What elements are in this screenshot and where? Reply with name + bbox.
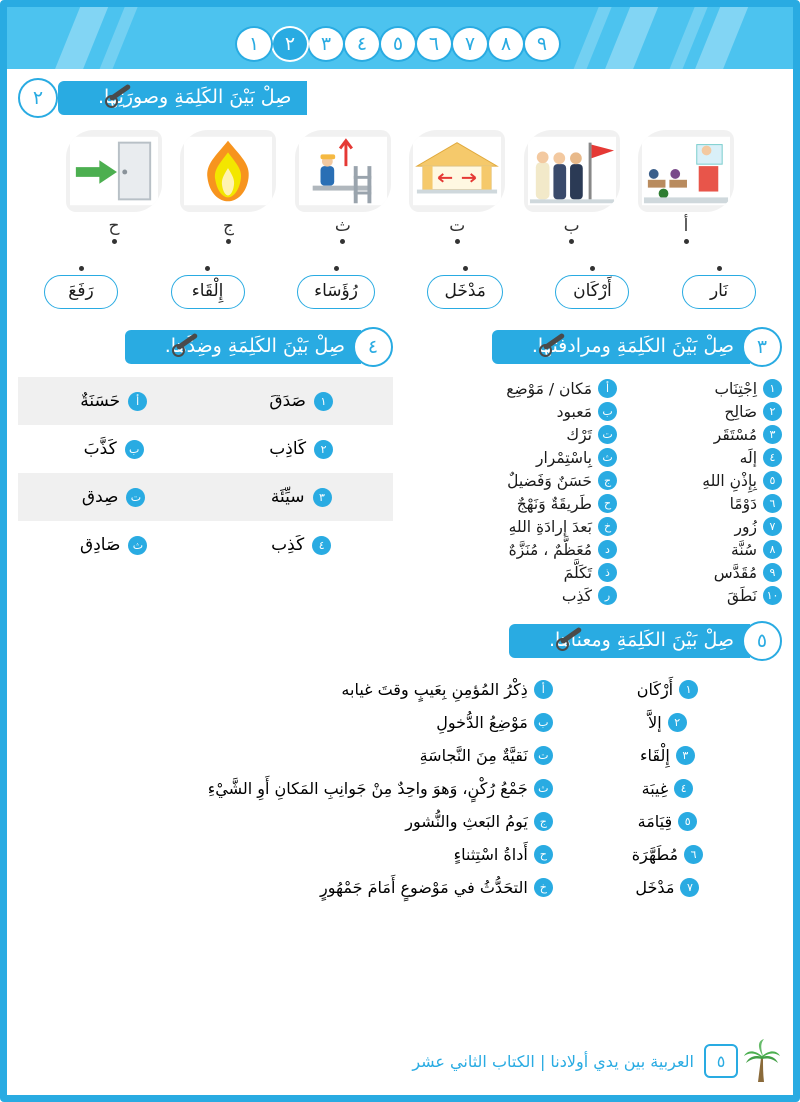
table-cell-opposite[interactable] xyxy=(18,425,209,473)
exercise-2-header xyxy=(18,78,782,118)
people-flag-icon xyxy=(524,130,620,212)
item-number: ١ xyxy=(679,680,698,699)
connector-dot[interactable] xyxy=(569,239,574,244)
item-letter: خ xyxy=(598,517,617,536)
table-cell-word[interactable] xyxy=(209,473,393,521)
meaning-word[interactable] xyxy=(553,878,782,897)
item-letter: ح xyxy=(534,845,553,864)
match-item-right[interactable] xyxy=(617,446,782,469)
item-letter: ح xyxy=(598,494,617,513)
picture-label: أ xyxy=(683,216,689,236)
match-pair-row xyxy=(407,584,782,607)
match-item-left[interactable] xyxy=(407,515,617,538)
item-number: ٧ xyxy=(763,517,782,536)
picture-label: ت xyxy=(449,216,466,236)
item-text: جَمْعُ رُكْنٍ، وَهوَ واحِدٌ مِنْ جَوانِبِ المَكانِ أَوِ الشَّيْءِ xyxy=(207,779,528,798)
exercise-2-number: ٢ xyxy=(18,78,58,118)
match-item-left[interactable] xyxy=(407,423,617,446)
meaning-definition[interactable] xyxy=(18,812,553,831)
item-text: سُنَّة xyxy=(731,540,757,559)
exercise-5-number: ٥ xyxy=(742,621,782,661)
match-item-right[interactable] xyxy=(617,469,782,492)
item-number: ٥ xyxy=(763,471,782,490)
meaning-pair-row xyxy=(18,772,782,805)
picture-card-ح[interactable] xyxy=(62,130,166,244)
item-text: مُطَهَّرَة xyxy=(631,845,679,864)
item-text: التحَدُّثُ في مَوْضوعٍ أَمَامَ جَمْهُورٍ xyxy=(320,878,528,897)
match-pair-row xyxy=(407,561,782,584)
match-item-right[interactable] xyxy=(617,561,782,584)
tent-icon xyxy=(409,130,505,212)
picture-card-ب[interactable] xyxy=(520,130,624,244)
meaning-word[interactable] xyxy=(553,680,782,699)
exercise-2-title-bar xyxy=(58,81,307,115)
item-letter: ب xyxy=(598,402,617,421)
meaning-pair-row xyxy=(18,871,782,904)
item-letter: ت xyxy=(126,488,145,507)
item-text: كَاذِب xyxy=(269,439,307,459)
match-item-left[interactable] xyxy=(407,377,617,400)
item-letter: خ xyxy=(534,878,553,897)
meaning-pair-row xyxy=(18,838,782,871)
pencil-icon xyxy=(496,325,536,365)
connector-dot[interactable] xyxy=(112,239,117,244)
word-oval[interactable]: أَرْكَان xyxy=(555,275,629,309)
item-text: زُور xyxy=(734,517,757,536)
item-text: إِلْقَاء xyxy=(640,746,670,765)
connector-dot[interactable] xyxy=(717,266,722,271)
item-number: ٢ xyxy=(668,713,687,732)
connector-dot[interactable] xyxy=(205,266,210,271)
item-number: ٢ xyxy=(763,402,782,421)
connector-dot[interactable] xyxy=(455,239,460,244)
item-text: حَسَنٌ وَفَضيلٌ xyxy=(507,471,592,490)
item-letter: ث xyxy=(128,536,147,555)
classroom-icon xyxy=(638,130,734,212)
word-oval-wrapper xyxy=(297,266,375,309)
picture-card-أ[interactable] xyxy=(634,130,738,244)
item-text: صَدَقَ xyxy=(269,391,306,411)
exercise-4-number: ٤ xyxy=(353,327,393,367)
item-number: ٣ xyxy=(676,746,695,765)
match-pair-row xyxy=(407,492,782,515)
meaning-pair-row xyxy=(18,706,782,739)
item-text: إلاَّ xyxy=(648,713,662,732)
table-cell-opposite[interactable] xyxy=(18,521,209,569)
meaning-word[interactable] xyxy=(553,845,782,864)
table-row xyxy=(18,377,393,425)
item-text: إلَه xyxy=(739,448,757,467)
item-number: ١٠ xyxy=(763,586,782,605)
footer-page-number: ٥ xyxy=(704,1044,738,1078)
exercise-3-column xyxy=(407,327,782,607)
item-text: بِاسْتِمْرار xyxy=(535,448,592,467)
item-text: كَذَّبَ xyxy=(83,439,117,459)
meaning-pair-row xyxy=(18,673,782,706)
page-number-٧[interactable]: ٧ xyxy=(451,26,489,62)
meaning-pair-row xyxy=(18,739,782,772)
picture-card-ت[interactable] xyxy=(405,130,509,244)
meaning-definition[interactable] xyxy=(18,779,553,798)
item-letter: ج xyxy=(598,471,617,490)
item-text: أَرْكَان xyxy=(636,680,674,699)
item-text: نَطَقَ xyxy=(727,586,757,605)
item-letter: أ xyxy=(534,680,553,699)
exercise-3-number: ٣ xyxy=(742,327,782,367)
match-item-left[interactable] xyxy=(407,446,617,469)
picture-card-ج[interactable] xyxy=(176,130,280,244)
word-oval-wrapper xyxy=(682,266,756,309)
item-text: ذِكْرُ المُؤمِنِ بِعَيبٍ وقتَ غيابه xyxy=(341,680,528,699)
exercise-2-title: صِلْ بَيْنَ الكَلِمَةِ وصورَتِها. xyxy=(98,86,292,108)
item-letter: ب xyxy=(534,713,553,732)
item-number: ٦ xyxy=(763,494,782,513)
match-item-left[interactable] xyxy=(407,561,617,584)
item-number: ٤ xyxy=(674,779,693,798)
match-item-right[interactable] xyxy=(617,400,782,423)
connector-dot[interactable] xyxy=(684,239,689,244)
item-number: ٧ xyxy=(680,878,699,897)
meaning-word[interactable] xyxy=(553,713,782,732)
connector-dot[interactable] xyxy=(226,239,231,244)
item-number: ٢ xyxy=(314,440,333,459)
exercise-4-title-bar xyxy=(125,330,361,364)
word-oval[interactable]: مَدْخَل xyxy=(427,275,502,309)
table-row xyxy=(18,425,393,473)
item-number: ٤ xyxy=(763,448,782,467)
item-letter: ت xyxy=(598,425,617,444)
item-letter: ث xyxy=(598,448,617,467)
item-letter: ذ xyxy=(598,563,617,582)
exercise-4-title: صِلْ بَيْنَ الكَلِمَةِ وضِدَّها. xyxy=(164,335,345,357)
item-text: كَذِب xyxy=(271,535,305,555)
item-text: حَسَنَةٌ xyxy=(80,391,121,411)
item-text: مُعَظَّمٌ ، مُنَزَّهٌ xyxy=(508,540,592,559)
table-cell-opposite[interactable] xyxy=(18,377,209,425)
exercise-5-title: صِلْ بَيْنَ الكَلِمَةِ ومعناها. xyxy=(548,629,734,651)
match-item-right[interactable] xyxy=(617,515,782,538)
item-letter: ث xyxy=(534,779,553,798)
item-text: نَقيَّةٌ مِنَ النَّجاسَةِ xyxy=(419,746,528,765)
item-number: ٣ xyxy=(313,488,332,507)
item-letter: أ xyxy=(598,379,617,398)
item-number: ١ xyxy=(314,392,333,411)
match-pair-row xyxy=(407,423,782,446)
item-letter: ج xyxy=(534,812,553,831)
picture-label: ث xyxy=(334,216,351,236)
item-text: مُسْتَقَر xyxy=(713,425,757,444)
palm-tree-icon xyxy=(742,1038,782,1084)
match-pair-row xyxy=(407,377,782,400)
match-pair-row xyxy=(407,400,782,423)
word-oval[interactable]: رَفَعَ xyxy=(44,275,118,309)
match-item-left[interactable] xyxy=(407,492,617,515)
exercise-5-list xyxy=(18,673,782,904)
exercise-3-title: صِلْ بَيْنَ الكَلِمَةِ ومرادفتها. xyxy=(531,335,734,357)
item-text: صَالِح xyxy=(724,402,757,421)
page-number-٦[interactable]: ٦ xyxy=(415,26,453,62)
exercise-3-match-list xyxy=(407,377,782,607)
item-number: ١ xyxy=(763,379,782,398)
word-oval-wrapper xyxy=(44,266,118,309)
item-number: ٤ xyxy=(312,536,331,555)
exercise-3-title-bar xyxy=(492,330,750,364)
word-oval[interactable]: إِلْقَاء xyxy=(171,275,245,309)
page-number-٣[interactable]: ٣ xyxy=(307,26,345,62)
meaning-word[interactable] xyxy=(553,746,782,765)
exercise-5-header xyxy=(18,621,782,661)
item-text: تَرْك xyxy=(566,425,592,444)
item-text: بِإِذْنِ اللهِ xyxy=(702,471,757,490)
item-text: مَعبود xyxy=(556,402,592,421)
meaning-definition[interactable] xyxy=(18,713,553,732)
word-oval-wrapper xyxy=(427,266,502,309)
page-number-١[interactable]: ١ xyxy=(235,26,273,62)
connector-dot[interactable] xyxy=(79,266,84,271)
item-number: ٣ xyxy=(763,425,782,444)
match-item-left[interactable] xyxy=(407,584,617,607)
match-pair-row xyxy=(407,515,782,538)
table-cell-word[interactable] xyxy=(209,521,393,569)
page-number-٢[interactable]: ٢ xyxy=(271,26,309,62)
item-number: ٨ xyxy=(763,540,782,559)
page-number-٤[interactable]: ٤ xyxy=(343,26,381,62)
meaning-word[interactable] xyxy=(553,812,782,831)
exercise-4-column xyxy=(18,327,393,607)
item-text: طَريقَةٌ وَنَهْجٌ xyxy=(516,494,592,513)
match-item-right[interactable] xyxy=(617,423,782,446)
item-letter: ت xyxy=(534,746,553,765)
connector-dot[interactable] xyxy=(340,239,345,244)
item-text: دَوْمًا xyxy=(729,494,757,513)
item-text: بَعدَ إرادَةِ اللهِ xyxy=(508,517,592,536)
exercise-4-header xyxy=(18,327,393,367)
item-text: يَومُ البَعثِ والنُّشور xyxy=(405,812,528,831)
item-letter: أ xyxy=(128,392,147,411)
word-oval-wrapper xyxy=(555,266,629,309)
page-number-strip[interactable] xyxy=(0,26,800,62)
meaning-definition[interactable] xyxy=(18,878,553,897)
page-number-٥[interactable]: ٥ xyxy=(379,26,417,62)
match-item-right[interactable] xyxy=(617,538,782,561)
item-letter: د xyxy=(598,540,617,559)
match-item-right[interactable] xyxy=(617,492,782,515)
page-footer xyxy=(18,1036,782,1086)
word-oval[interactable]: رُؤَسَاء xyxy=(297,275,375,309)
meaning-pair-row xyxy=(18,805,782,838)
table-cell-word[interactable] xyxy=(209,377,393,425)
match-pair-row xyxy=(407,469,782,492)
table-row xyxy=(18,521,393,569)
item-text: سيِّئَة xyxy=(270,487,305,507)
item-text: اِجْتِنَاب xyxy=(714,379,757,398)
item-text: صِدق xyxy=(81,487,119,507)
item-text: مَدْخَل xyxy=(635,878,675,897)
table-cell-word[interactable] xyxy=(209,425,393,473)
match-item-left[interactable] xyxy=(407,400,617,423)
footer-title: العربية بين يدي أولادنا | الكتاب الثاني عشر xyxy=(412,1051,694,1071)
exit-door-icon xyxy=(66,130,162,212)
table-row xyxy=(18,473,393,521)
picture-label: ح xyxy=(108,216,120,236)
connector-dot[interactable] xyxy=(334,266,339,271)
exercise-2-picture-row xyxy=(62,130,738,244)
match-item-right[interactable] xyxy=(617,584,782,607)
meaning-definition[interactable] xyxy=(18,746,553,765)
exercise-3-header xyxy=(407,327,782,367)
item-text: مُقَدَّس xyxy=(713,563,757,582)
pencil-icon xyxy=(62,76,102,116)
exercise-4-table xyxy=(18,377,393,569)
match-pair-row xyxy=(407,538,782,561)
match-pair-row xyxy=(407,446,782,469)
table-cell-opposite[interactable] xyxy=(18,473,209,521)
match-item-left[interactable] xyxy=(407,538,617,561)
page-number-٨[interactable]: ٨ xyxy=(487,26,525,62)
word-oval-wrapper xyxy=(171,266,245,309)
pencil-icon xyxy=(129,325,169,365)
connector-dot[interactable] xyxy=(590,266,595,271)
item-number: ٥ xyxy=(678,812,697,831)
item-text: تَكَلَّمَ xyxy=(563,563,592,582)
match-item-right[interactable] xyxy=(617,377,782,400)
item-number: ٩ xyxy=(763,563,782,582)
item-text: مَوْضِعُ الدُّخولِ xyxy=(436,713,528,732)
meaning-definition[interactable] xyxy=(18,680,553,699)
item-text: أَداةُ اسْتِثناءٍ xyxy=(453,845,528,864)
meaning-word[interactable] xyxy=(553,779,782,798)
item-letter: ب xyxy=(125,440,144,459)
fire-icon xyxy=(180,130,276,212)
picture-label: ب xyxy=(563,216,580,236)
item-letter: ر xyxy=(598,586,617,605)
connector-dot[interactable] xyxy=(463,266,468,271)
word-oval[interactable]: نَار xyxy=(682,275,756,309)
worker-ladder-icon xyxy=(295,130,391,212)
item-text: غِيبَة xyxy=(641,779,669,798)
pencil-icon xyxy=(513,619,553,659)
item-number: ٦ xyxy=(684,845,703,864)
item-text: مَكان / مَوْضِع xyxy=(506,379,592,398)
exercise-5-title-bar xyxy=(509,624,750,658)
item-text: كَذِب xyxy=(561,586,592,605)
match-item-left[interactable] xyxy=(407,469,617,492)
item-text: قِيَامَة xyxy=(637,812,673,831)
exercise-2-word-ovals xyxy=(44,266,756,309)
item-text: صَادِق xyxy=(80,535,121,555)
page-number-٩[interactable]: ٩ xyxy=(523,26,561,62)
meaning-definition[interactable] xyxy=(18,845,553,864)
picture-card-ث[interactable] xyxy=(291,130,395,244)
picture-label: ج xyxy=(222,216,234,236)
